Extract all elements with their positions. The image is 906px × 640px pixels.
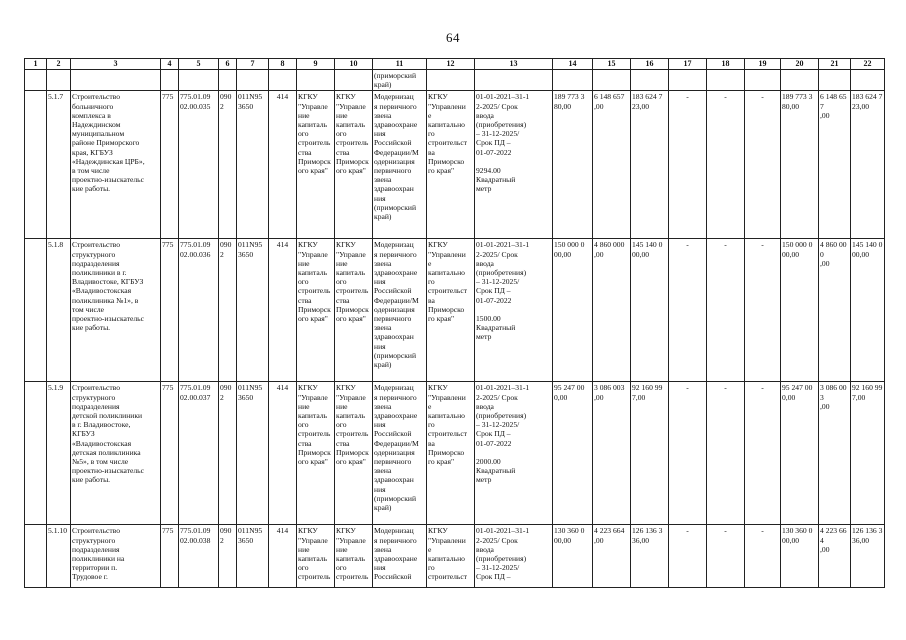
table-cell: 183 624 7 23,00 [851, 91, 885, 239]
table-cell: 4 860 000 ,00 [593, 239, 631, 382]
table-cell: 0902 [219, 382, 237, 525]
row-number: 5.1.7 [48, 92, 64, 102]
table-cell: 775.01.09 02.00.038 [179, 525, 219, 588]
table-cell: 3 086 003 ,00 [819, 382, 851, 525]
header-cell: 3 [71, 59, 161, 70]
table-cell: 011N95 3650 [237, 91, 269, 239]
table-cell [373, 70, 427, 91]
table-row [25, 239, 885, 382]
table-cell: 6 148 657 ,00 [593, 91, 631, 239]
carry-over-text: (приморский край) [374, 71, 417, 90]
table-cell: - [707, 91, 745, 239]
table-cell: КГКУ "Управле ние капиталь ого строитель ства Приморск ого края" [297, 239, 335, 382]
table-cell: 95 247 00 0,00 [553, 382, 593, 525]
table-cell [631, 70, 669, 91]
table-cell: 011N95 3650 [237, 239, 269, 382]
header-cell: 15 [593, 59, 631, 70]
table-cell [475, 70, 553, 91]
table-cell: 011N95 3650 [237, 525, 269, 588]
table-cell [781, 70, 819, 91]
table-cell: - [745, 239, 781, 382]
table-cell: КГКУ "Управлени е капитально го строительст ва Приморско го края" [427, 239, 475, 382]
table-cell: 01-01-2021–31-1 2-2025/ Срок ввода (приобретения) – 31-12-2025/ Срок ПД – 01-07-2022 1500.00 Квадратный метр [475, 239, 553, 382]
table-cell [71, 70, 161, 91]
header-cell: 12 [427, 59, 475, 70]
table-cell: КГКУ "Управлени е капитально го строительст [427, 525, 475, 588]
table-cell: - [707, 382, 745, 525]
table-cell: КГКУ "Управле ние капиталь ого строитель ства Приморск ого края" [297, 91, 335, 239]
header-cell: 11 [373, 59, 427, 70]
table-row [25, 382, 885, 525]
table-cell [47, 525, 71, 588]
header-cell: 20 [781, 59, 819, 70]
table-cell: 145 140 0 00,00 [631, 239, 669, 382]
header-cell: 14 [553, 59, 593, 70]
header-cell: 18 [707, 59, 745, 70]
object-description: Строительство структурного подразделения поликлиники на территории п. Трудовое г. [72, 526, 125, 582]
header-cell: 6 [219, 59, 237, 70]
table-cell [25, 91, 47, 239]
object-description: Строительство больничного комплекса в Надеждинском муниципальном районе Приморского края, КГБУЗ «Надеждинская ЦРБ», в том числе проектно-изыскательс кие работы. [72, 92, 145, 194]
table-cell: 189 773 3 80,00 [781, 91, 819, 239]
header-cell: 22 [851, 59, 885, 70]
table-cell: КГКУ "Управлени е капитально го строительст ва Приморско го края" [427, 382, 475, 525]
table-cell: 0902 [219, 239, 237, 382]
header-cell: 7 [237, 59, 269, 70]
table-cell: 775 [161, 382, 179, 525]
page-number: 64 [446, 30, 460, 45]
table-cell: 126 136 3 36,00 [851, 525, 885, 588]
table-cell [553, 70, 593, 91]
table-cell: 01-01-2021–31-1 2-2025/ Срок ввода (приобретения) – 31-12-2025/ Срок ПД – [475, 525, 553, 588]
table-cell: 95 247 00 0,00 [781, 382, 819, 525]
table-cell: 130 360 0 00,00 [553, 525, 593, 588]
table-cell: 92 160 99 7,00 [851, 382, 885, 525]
table-cell [71, 525, 161, 588]
table-cell [237, 70, 269, 91]
header-cell: 13 [475, 59, 553, 70]
table-cell: - [745, 91, 781, 239]
table-cell: 775.01.09 02.00.037 [179, 382, 219, 525]
table-cell: КГКУ "Управлени е капитально го строительст ва Приморско го края" [427, 91, 475, 239]
object-description: Строительство структурного подразделения детской поликлиники в г. Владивостоке, КГБУЗ «Владивостокская детская поликлиника №5», в том числе проектно-изыскательс кие работы. [72, 383, 145, 485]
row-number: 5.1.10 [48, 526, 67, 536]
table-cell: 150 000 0 00,00 [553, 239, 593, 382]
table-cell: КГКУ "Управле ние капиталь ого строитель [297, 525, 335, 588]
header-row [25, 59, 885, 70]
table-cell: 414 [269, 91, 297, 239]
table-cell [593, 70, 631, 91]
table-cell: 0902 [219, 91, 237, 239]
table-cell: - [707, 525, 745, 588]
table-cell: 6 148 657 ,00 [819, 91, 851, 239]
table-cell: 0902 [219, 525, 237, 588]
table-cell [297, 70, 335, 91]
table-cell [851, 70, 885, 91]
table-cell: 126 136 3 36,00 [631, 525, 669, 588]
table-cell: 150 000 0 00,00 [781, 239, 819, 382]
header-cell: 21 [819, 59, 851, 70]
header-cell: 5 [179, 59, 219, 70]
carry-over-row [25, 70, 885, 91]
table-cell: 3 086 003 ,00 [593, 382, 631, 525]
table-cell: КГКУ "Управле ние капиталь ого строитель ства Приморск ого края" [335, 382, 373, 525]
table-cell: 189 773 3 80,00 [553, 91, 593, 239]
table-cell: Модернизац я первичного звена здравоохране ния Российской [373, 525, 427, 588]
table-cell: - [707, 239, 745, 382]
object-description: Строительство структурного подразделения поликлиники в г. Владивостоке, КГБУЗ «Владивостокская поликлиника №1», в том числе проектно-изыскательс кие работы. [72, 240, 145, 333]
table-cell: 145 140 0 00,00 [851, 239, 885, 382]
table-cell [71, 382, 161, 525]
table-row [25, 525, 885, 588]
table-cell: 414 [269, 525, 297, 588]
table-cell [269, 70, 297, 91]
table-cell: КГКУ "Управле ние капиталь ого строитель [335, 525, 373, 588]
table-cell [25, 525, 47, 588]
table-cell: 92 160 99 7,00 [631, 382, 669, 525]
header-cell: 1 [25, 59, 47, 70]
header-cell: 17 [669, 59, 707, 70]
table-cell: 775 [161, 91, 179, 239]
table-cell [819, 70, 851, 91]
table-cell: 130 360 0 00,00 [781, 525, 819, 588]
table-cell: - [669, 239, 707, 382]
table-row [25, 91, 885, 239]
row-number: 5.1.8 [48, 240, 64, 250]
table-cell [335, 70, 373, 91]
table-cell: 414 [269, 239, 297, 382]
table-cell [707, 70, 745, 91]
table-cell [47, 70, 71, 91]
header-cell: 4 [161, 59, 179, 70]
table-cell: 01-01-2021–31-1 2-2025/ Срок ввода (приобретения) – 31-12-2025/ Срок ПД – 01-07-2022 2000.00 Квадратный метр [475, 382, 553, 525]
table-cell [47, 91, 71, 239]
table-cell: Модернизац я первичного звена здравоохране ния Российской Федерации/М одернизация первичного звена здравоохран ния (приморский край) [373, 91, 427, 239]
table-cell: 4 860 000 ,00 [819, 239, 851, 382]
table-cell: 4 223 664 ,00 [593, 525, 631, 588]
table-cell: - [669, 525, 707, 588]
table-cell: Модернизац я первичного звена здравоохране ния Российской Федерации/М одернизация первичного звена здравоохран ния (приморский край) [373, 239, 427, 382]
table-cell: КГКУ "Управле ние капиталь ого строитель ства Приморск ого края" [335, 239, 373, 382]
table-cell [745, 70, 781, 91]
table-cell: 183 624 7 23,00 [631, 91, 669, 239]
table-cell: 4 223 664 ,00 [819, 525, 851, 588]
table-cell [179, 70, 219, 91]
table-cell: Модернизац я первичного звена здравоохране ния Российской Федерации/М одернизация первичного звена здравоохран ния (приморский край) [373, 382, 427, 525]
table-cell [47, 239, 71, 382]
table-cell [25, 382, 47, 525]
table-cell [25, 239, 47, 382]
table-cell: 414 [269, 382, 297, 525]
table-cell [47, 382, 71, 525]
table-cell [427, 70, 475, 91]
header-cell: 10 [335, 59, 373, 70]
table-cell: КГКУ "Управле ние капиталь ого строитель ства Приморск ого края" [335, 91, 373, 239]
table-cell: - [669, 91, 707, 239]
table-cell: КГКУ "Управле ние капиталь ого строитель ства Приморск ого края" [297, 382, 335, 525]
header-cell: 9 [297, 59, 335, 70]
table-cell [25, 70, 47, 91]
table-cell [219, 70, 237, 91]
table-cell: 011N95 3650 [237, 382, 269, 525]
table-cell: 775 [161, 239, 179, 382]
header-cell: 2 [47, 59, 71, 70]
table-cell: 775 [161, 525, 179, 588]
table-cell [669, 70, 707, 91]
table-cell [71, 239, 161, 382]
table-cell: 775.01.09 02.00.035 [179, 91, 219, 239]
table-cell: - [669, 382, 707, 525]
table-cell: - [745, 525, 781, 588]
table-cell: 775.01.09 02.00.036 [179, 239, 219, 382]
header-cell: 19 [745, 59, 781, 70]
table-cell [161, 70, 179, 91]
header-cell: 16 [631, 59, 669, 70]
table-cell: - [745, 382, 781, 525]
row-number: 5.1.9 [48, 383, 64, 393]
header-cell: 8 [269, 59, 297, 70]
table-cell [71, 91, 161, 239]
budget-table [24, 58, 885, 588]
table-cell: 01-01-2021–31-1 2-2025/ Срок ввода (приобретения) – 31-12-2025/ Срок ПД – 01-07-2022 9294.00 Квадратный метр [475, 91, 553, 239]
